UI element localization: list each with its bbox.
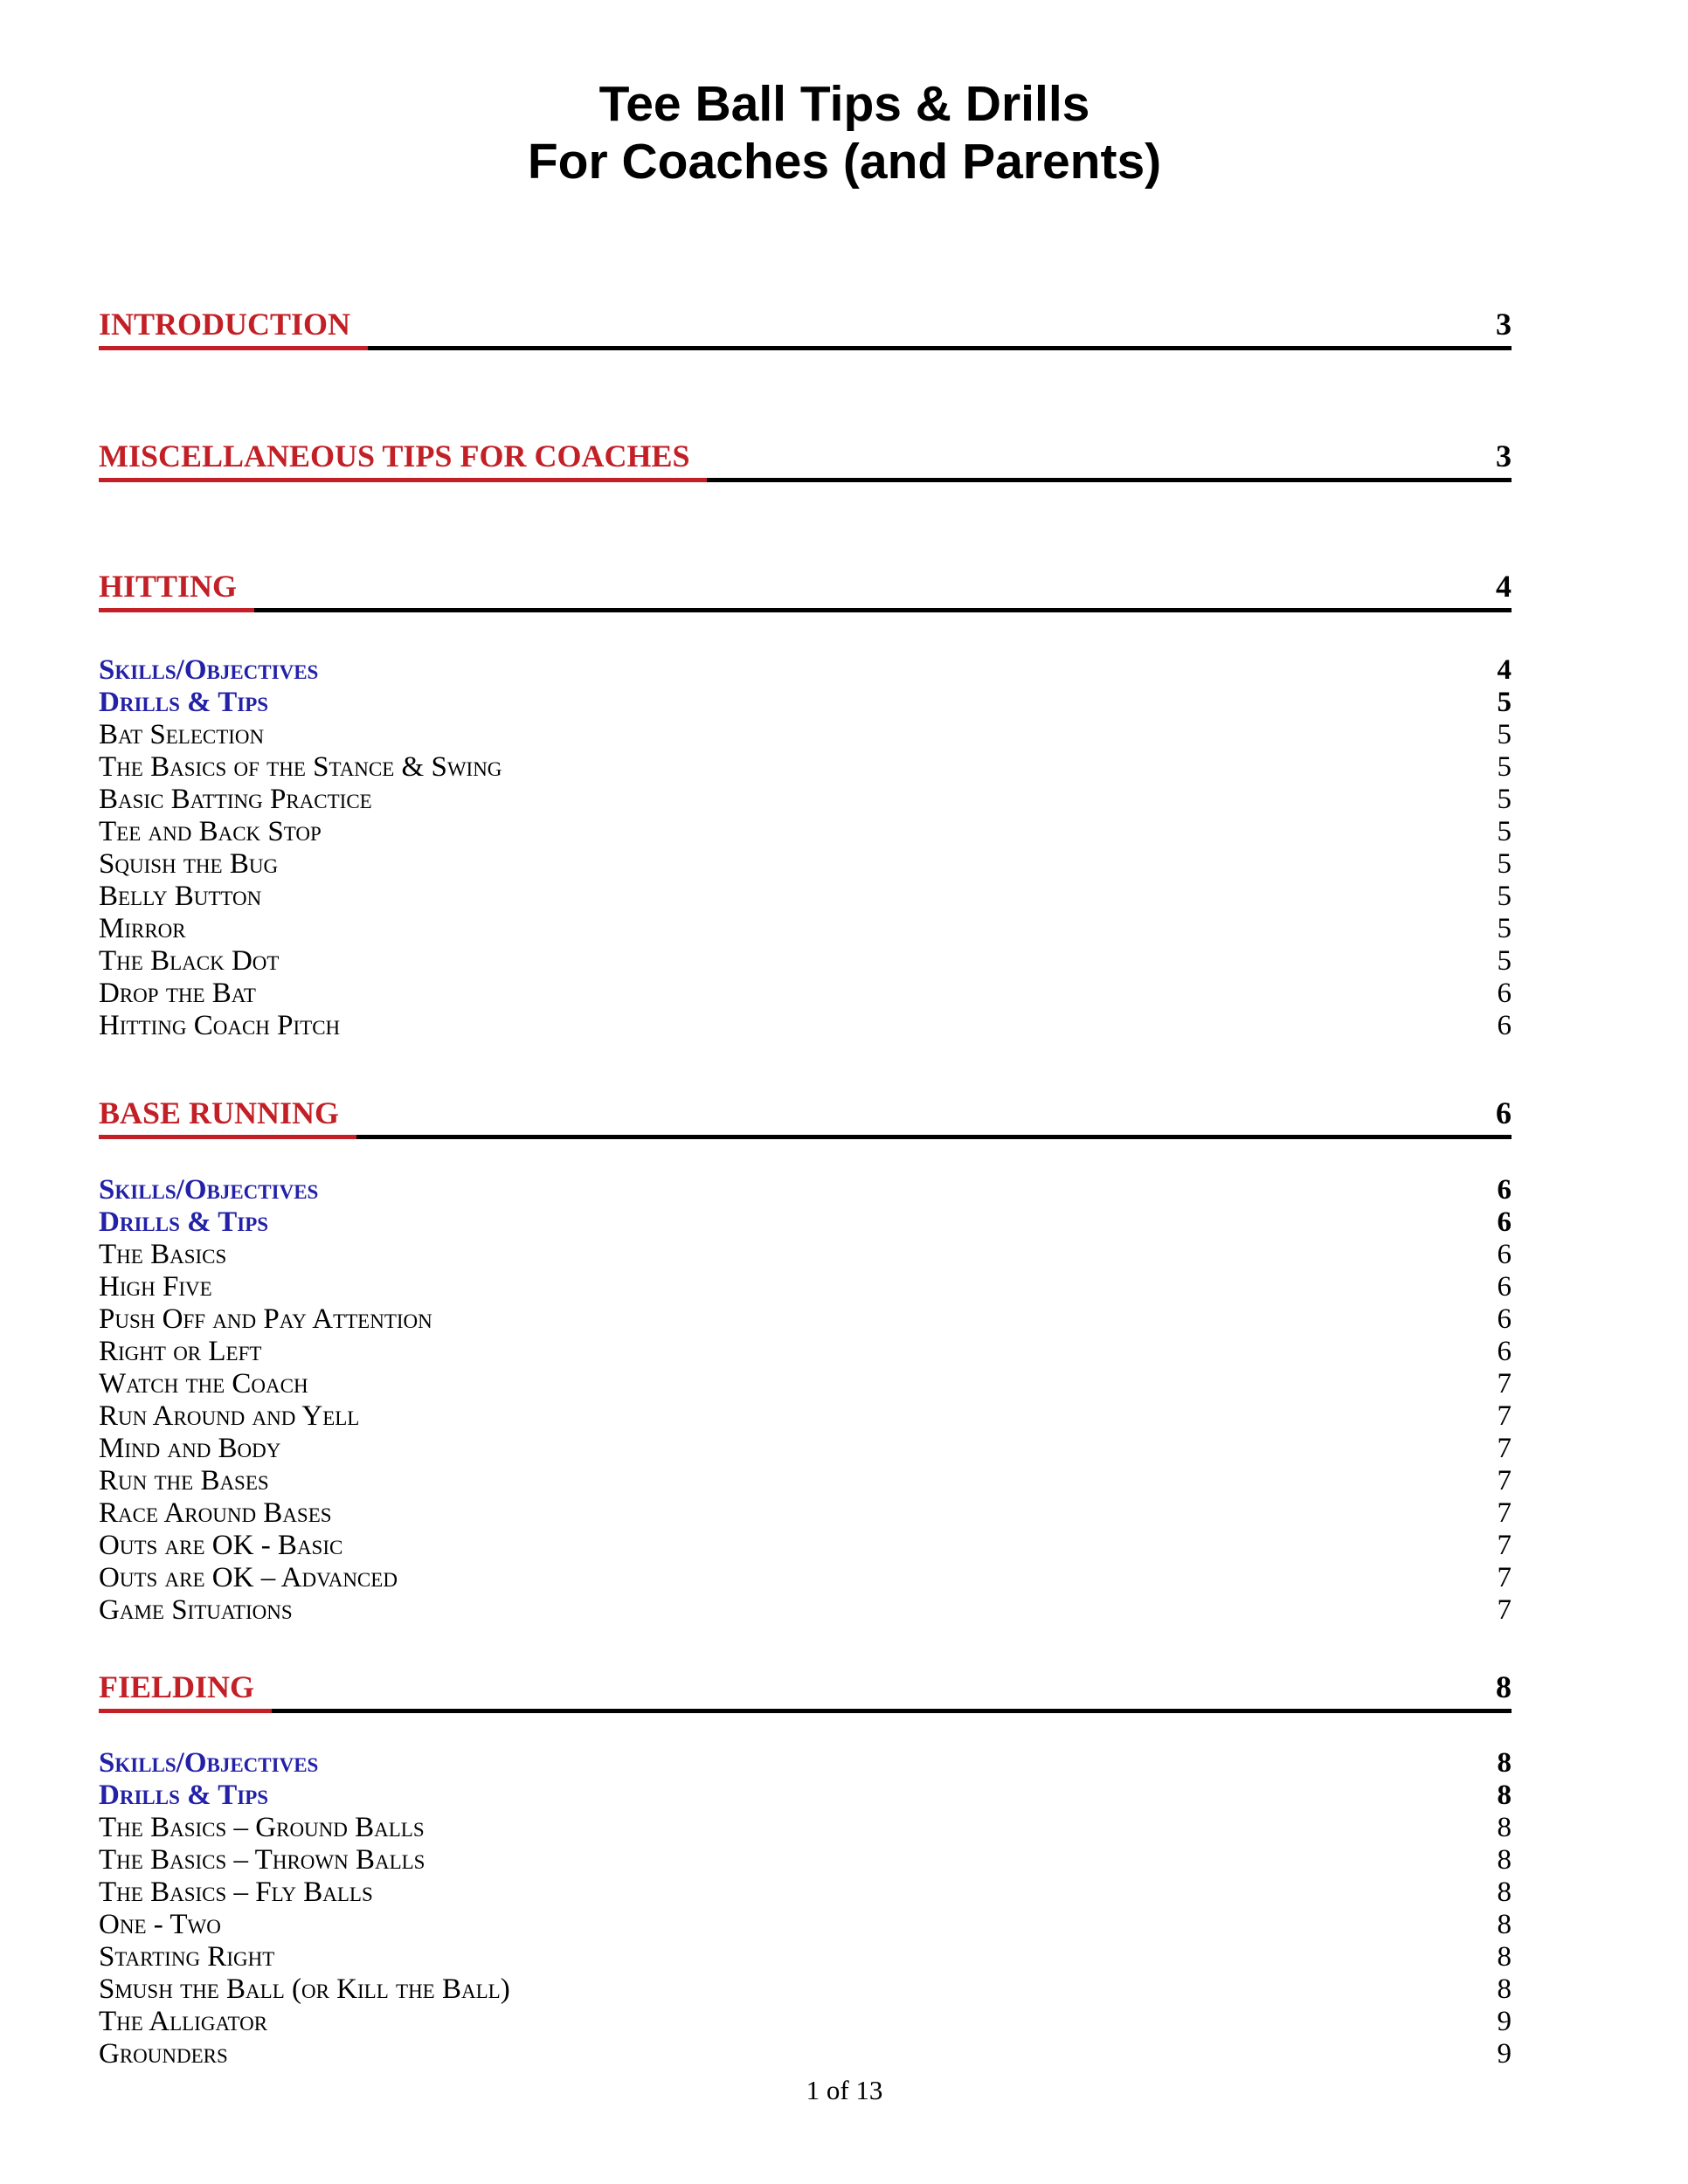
toc-entry bbox=[99, 1433, 1512, 1465]
toc-entries-hitting bbox=[99, 654, 1512, 1042]
toc-entry-page-number: 4 bbox=[1497, 654, 1512, 686]
toc-entry-page-number: 7 bbox=[1497, 1562, 1512, 1593]
toc-entry-label: Drills & Tips bbox=[99, 687, 269, 718]
toc-section-page-number: 3 bbox=[1491, 308, 1512, 350]
toc-entry-label: Skills/Objectives bbox=[99, 1174, 319, 1206]
toc-entry bbox=[99, 1941, 1512, 1973]
toc-entry-page-number: 8 bbox=[1497, 1812, 1512, 1843]
toc-section-label: INTRODUCTION bbox=[99, 308, 368, 350]
toc-entry bbox=[99, 2038, 1512, 2070]
toc-entry bbox=[99, 751, 1512, 784]
toc-section-label: FIELDING bbox=[99, 1670, 272, 1713]
toc-entry-page-number: 7 bbox=[1497, 1400, 1512, 1432]
toc-entry bbox=[99, 1876, 1512, 1909]
toc-entry-page-number: 5 bbox=[1497, 945, 1512, 977]
toc-section-page-number: 6 bbox=[1491, 1096, 1512, 1139]
toc-entry-label: Drills & Tips bbox=[99, 1780, 269, 1811]
toc-entry-label: Skills/Objectives bbox=[99, 1747, 319, 1779]
toc-entry bbox=[99, 784, 1512, 816]
toc-entry-label: The Alligator bbox=[99, 2006, 268, 2037]
toc-entry-page-number: 6 bbox=[1497, 1239, 1512, 1270]
toc-leader-line bbox=[272, 1670, 1491, 1713]
toc-section-page-number: 8 bbox=[1491, 1670, 1512, 1713]
toc-entry bbox=[99, 1239, 1512, 1271]
toc-entry-label: Mirror bbox=[99, 913, 186, 944]
toc-entry bbox=[99, 978, 1512, 1010]
page-content bbox=[0, 75, 1688, 2106]
toc-entry bbox=[99, 687, 1512, 719]
toc-entry bbox=[99, 1812, 1512, 1844]
toc-entry-label: Run the Bases bbox=[99, 1465, 269, 1496]
toc-entry-page-number: 6 bbox=[1497, 1010, 1512, 1041]
toc-entry-label: Starting Right bbox=[99, 1941, 275, 1973]
toc-section-label: MISCELLANEOUS TIPS FOR COACHES bbox=[99, 439, 707, 482]
toc-entry-page-number: 5 bbox=[1497, 816, 1512, 847]
toc-entry-page-number: 6 bbox=[1497, 1206, 1512, 1238]
toc-entry-page-number: 6 bbox=[1497, 978, 1512, 1009]
toc-leader-line bbox=[254, 570, 1491, 612]
toc-entry bbox=[99, 2006, 1512, 2038]
toc-entry-label: Outs are OK – Advanced bbox=[99, 1562, 398, 1593]
toc-entry bbox=[99, 1909, 1512, 1941]
toc-section-label: HITTING bbox=[99, 570, 254, 612]
toc-entry bbox=[99, 1747, 1512, 1780]
toc-entry bbox=[99, 881, 1512, 913]
toc-entry bbox=[99, 1271, 1512, 1303]
document-title bbox=[138, 75, 1551, 190]
toc-entry-label: Basic Batting Practice bbox=[99, 784, 372, 815]
toc-entry-label: Bat Selection bbox=[99, 719, 265, 750]
toc-entries-fielding bbox=[99, 1747, 1512, 2070]
toc-leader-line bbox=[707, 439, 1491, 482]
toc-entry-page-number: 7 bbox=[1497, 1594, 1512, 1626]
toc-entry-label: Push Off and Pay Attention bbox=[99, 1303, 432, 1335]
toc-entry-label: The Black Dot bbox=[99, 945, 280, 977]
toc-section-heading-introduction bbox=[99, 308, 1512, 350]
toc-entry-page-number: 6 bbox=[1497, 1271, 1512, 1303]
toc-entry bbox=[99, 654, 1512, 687]
toc-entry bbox=[99, 1368, 1512, 1400]
toc-entry bbox=[99, 913, 1512, 945]
toc-entry-page-number: 7 bbox=[1497, 1497, 1512, 1529]
toc-leader-line bbox=[356, 1096, 1491, 1139]
toc-entry-label: Drop the Bat bbox=[99, 978, 256, 1009]
toc-entry-page-number: 6 bbox=[1497, 1336, 1512, 1367]
toc-section-heading-miscellaneous-tips-for-coaches bbox=[99, 439, 1512, 482]
toc-entry bbox=[99, 816, 1512, 848]
toc-section-heading-hitting bbox=[99, 570, 1512, 612]
toc-entry-page-number: 5 bbox=[1497, 719, 1512, 750]
toc-section-page-number: 4 bbox=[1491, 570, 1512, 612]
title-line-1: Tee Ball Tips & Drills bbox=[598, 76, 1090, 132]
toc-entry-label: Squish the Bug bbox=[99, 848, 279, 880]
toc-entry bbox=[99, 1400, 1512, 1433]
toc-entry bbox=[99, 719, 1512, 751]
toc-entry-page-number: 9 bbox=[1497, 2038, 1512, 2070]
toc-entry bbox=[99, 1174, 1512, 1206]
toc-entry-label: Race Around Bases bbox=[99, 1497, 332, 1529]
toc-entry-label: Hitting Coach Pitch bbox=[99, 1010, 341, 1041]
toc-entry-label: High Five bbox=[99, 1271, 212, 1303]
toc-entry bbox=[99, 1780, 1512, 1812]
toc-entry-label: Right or Left bbox=[99, 1336, 262, 1367]
toc-entry-page-number: 7 bbox=[1497, 1465, 1512, 1496]
toc-entry bbox=[99, 1497, 1512, 1530]
toc-entry bbox=[99, 1973, 1512, 2006]
toc-entry-page-number: 5 bbox=[1497, 913, 1512, 944]
toc-entry-label: Outs are OK - Basic bbox=[99, 1530, 343, 1561]
toc-entry-page-number: 7 bbox=[1497, 1530, 1512, 1561]
toc-entry bbox=[99, 1844, 1512, 1876]
toc-entry-label: The Basics – Fly Balls bbox=[99, 1876, 373, 1908]
toc-entry bbox=[99, 1303, 1512, 1336]
toc-section-page-number: 3 bbox=[1491, 439, 1512, 482]
toc-entries-base-running bbox=[99, 1174, 1512, 1627]
toc-entry-label: Mind and Body bbox=[99, 1433, 281, 1464]
toc-section-heading-base-running bbox=[99, 1096, 1512, 1139]
page-number-footer: 1 of 13 bbox=[806, 2075, 883, 2105]
toc-entry-label: The Basics – Ground Balls bbox=[99, 1812, 425, 1843]
toc-entry-label: One - Two bbox=[99, 1909, 221, 1940]
toc-entry-label: Belly Button bbox=[99, 881, 262, 912]
toc-entry-page-number: 7 bbox=[1497, 1433, 1512, 1464]
toc-entry-page-number: 5 bbox=[1497, 687, 1512, 718]
toc-entry bbox=[99, 848, 1512, 881]
toc-entry-page-number: 8 bbox=[1497, 1876, 1512, 1908]
toc-entry-page-number: 8 bbox=[1497, 1941, 1512, 1973]
toc-entry bbox=[99, 1336, 1512, 1368]
toc-entry bbox=[99, 1562, 1512, 1594]
toc-entry-page-number: 8 bbox=[1497, 1844, 1512, 1876]
toc-entry-label: Watch the Coach bbox=[99, 1368, 308, 1400]
toc-entry-label: The Basics of the Stance & Swing bbox=[99, 751, 502, 783]
toc-entry-label: The Basics bbox=[99, 1239, 227, 1270]
toc-entry-page-number: 5 bbox=[1497, 881, 1512, 912]
toc-entry bbox=[99, 1530, 1512, 1562]
toc-entry-label: Game Situations bbox=[99, 1594, 293, 1626]
toc-section-label: BASE RUNNING bbox=[99, 1096, 356, 1139]
toc-entry-page-number: 5 bbox=[1497, 751, 1512, 783]
toc-entry-label: Drills & Tips bbox=[99, 1206, 269, 1238]
toc-entry-label: Run Around and Yell bbox=[99, 1400, 360, 1432]
toc-entry-label: Smush the Ball (or Kill the Ball) bbox=[99, 1973, 510, 2005]
toc-entry-label: The Basics – Thrown Balls bbox=[99, 1844, 425, 1876]
toc-entry-page-number: 7 bbox=[1497, 1368, 1512, 1400]
toc-entry-page-number: 8 bbox=[1497, 1909, 1512, 1940]
toc-section-heading-fielding bbox=[99, 1670, 1512, 1713]
toc-entry bbox=[99, 1206, 1512, 1239]
toc-entry-page-number: 8 bbox=[1497, 1973, 1512, 2005]
toc-entry bbox=[99, 1465, 1512, 1497]
toc-entry bbox=[99, 1594, 1512, 1627]
title-line-2: For Coaches (and Parents) bbox=[527, 134, 1162, 190]
toc-entry-page-number: 9 bbox=[1497, 2006, 1512, 2037]
toc-entry-page-number: 8 bbox=[1497, 1780, 1512, 1811]
toc bbox=[99, 308, 1512, 2070]
toc-entry-label: Tee and Back Stop bbox=[99, 816, 322, 847]
toc-entry-page-number: 5 bbox=[1497, 784, 1512, 815]
toc-entry-page-number: 5 bbox=[1497, 848, 1512, 880]
toc-entry bbox=[99, 1010, 1512, 1042]
toc-entry-label: Grounders bbox=[99, 2038, 228, 2070]
toc-entry-page-number: 8 bbox=[1497, 1747, 1512, 1779]
toc-entry-page-number: 6 bbox=[1497, 1174, 1512, 1206]
toc-leader-line bbox=[368, 308, 1491, 350]
toc-entry-label: Skills/Objectives bbox=[99, 654, 319, 686]
toc-entry-page-number: 6 bbox=[1497, 1303, 1512, 1335]
toc-entry bbox=[99, 945, 1512, 978]
